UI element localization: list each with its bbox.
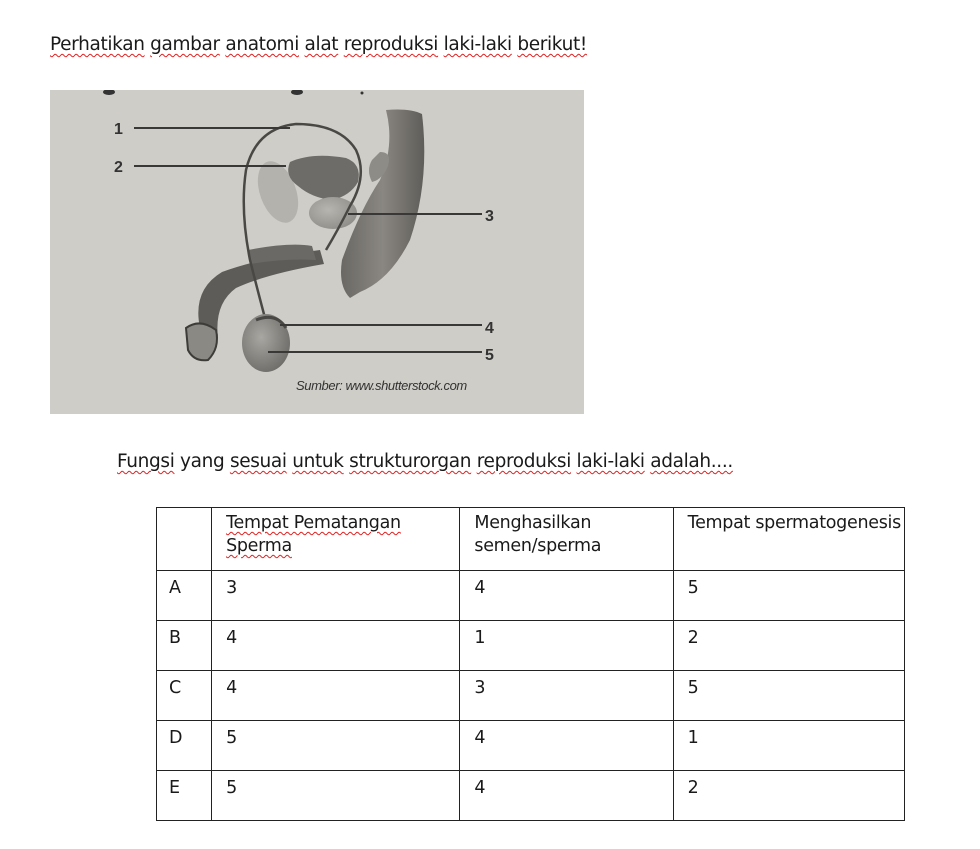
figure-label-3: 3 [485, 208, 494, 225]
rectum [341, 110, 424, 299]
cell-produces-semen: 3 [460, 671, 673, 721]
header-produces-semen: Menghasilkan semen/sperma [460, 508, 673, 571]
option-letter: A [157, 571, 212, 621]
table-row [157, 771, 905, 821]
cell-maturation-site: 3 [212, 571, 460, 621]
table-header-row [157, 508, 905, 571]
title-word: anatomi [225, 34, 300, 55]
bladder [288, 156, 359, 200]
cell-maturation-site: 4 [212, 621, 460, 671]
cell-produces-semen: 4 [460, 721, 673, 771]
cell-spermatogenesis-site: 5 [673, 571, 904, 621]
table-row [157, 671, 905, 721]
cell-spermatogenesis-site: 1 [673, 721, 904, 771]
title-word: reproduksi [343, 34, 439, 55]
prompt-word: adalah.... [650, 451, 733, 472]
anatomy-figure [50, 90, 584, 414]
header-option [157, 508, 212, 571]
prompt-word: sesuai [229, 451, 287, 472]
answer-options-table [156, 507, 905, 821]
source-caption: Sumber: www.shutterstock.com [296, 378, 467, 393]
cell-produces-semen: 4 [460, 571, 673, 621]
print-mark [291, 90, 303, 95]
cell-spermatogenesis-site: 2 [673, 621, 904, 671]
table-row [157, 621, 905, 671]
question-prompt [117, 451, 733, 472]
title-word: laki-laki [443, 34, 512, 55]
prompt-word: reproduksi [476, 451, 571, 472]
print-mark [361, 92, 364, 95]
title-word: berikut! [517, 34, 587, 55]
option-letter: D [157, 721, 212, 771]
cell-maturation-site: 5 [212, 771, 460, 821]
figure-label-4: 4 [485, 320, 494, 337]
table-row [157, 721, 905, 771]
option-letter: B [157, 621, 212, 671]
question-title [50, 34, 587, 55]
option-letter: C [157, 671, 212, 721]
figure-label-5: 5 [485, 347, 494, 364]
cell-maturation-site: 4 [212, 671, 460, 721]
figure-label-1: 1 [114, 121, 123, 138]
prompt-word: yang [180, 451, 225, 472]
cell-maturation-site: 5 [212, 721, 460, 771]
cell-produces-semen: 1 [460, 621, 673, 671]
prompt-word: laki-laki [576, 451, 645, 472]
figure-label-2: 2 [114, 159, 123, 176]
title-word: gambar [150, 34, 220, 55]
cell-spermatogenesis-site: 2 [673, 771, 904, 821]
male-reproductive-diagram [50, 90, 584, 414]
prompt-word: strukturorgan [349, 451, 472, 472]
vas-deferens [244, 124, 361, 344]
header-spermatogenesis-site: Tempat spermatogenesis [673, 508, 904, 571]
header-maturation-site: Tempat Pematangan Sperma [212, 508, 460, 571]
prompt-word: Fungsi [117, 451, 175, 472]
cell-spermatogenesis-site: 5 [673, 671, 904, 721]
print-mark [103, 90, 115, 95]
prompt-word: untuk [292, 451, 344, 472]
title-word: alat [304, 34, 339, 55]
glans [186, 323, 217, 360]
cell-produces-semen: 4 [460, 771, 673, 821]
option-letter: E [157, 771, 212, 821]
table-row [157, 571, 905, 621]
title-word: Perhatikan [50, 34, 145, 55]
